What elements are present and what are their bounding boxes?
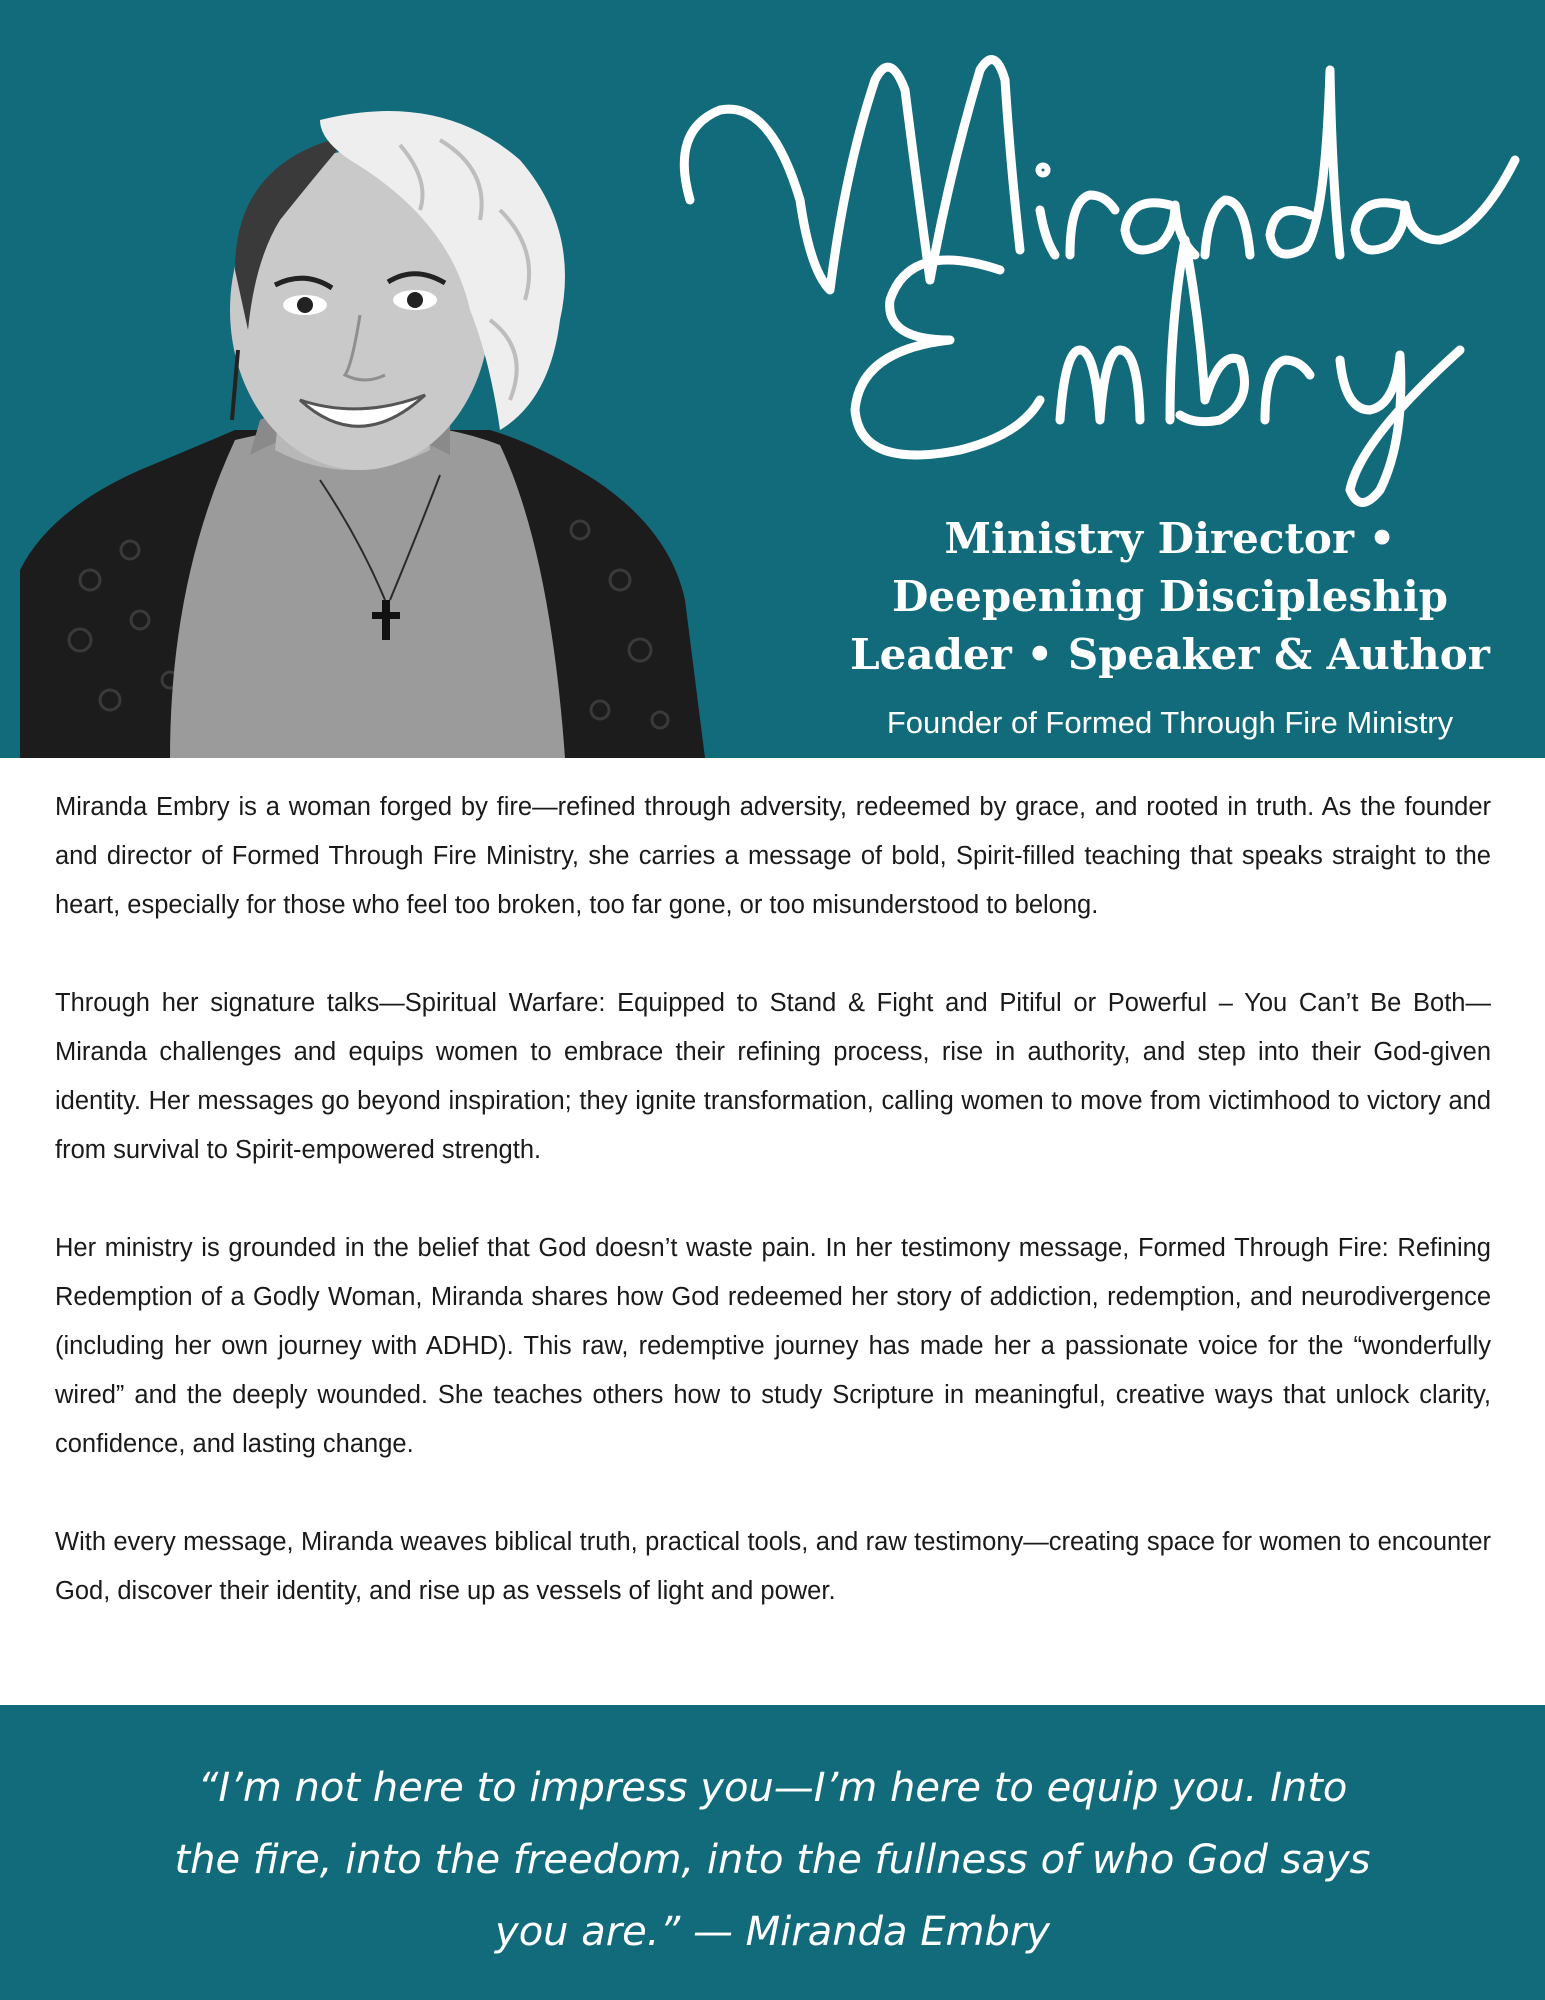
- name-script-title: [660, 20, 1530, 520]
- pull-quote: “I’m not here to impress you—I’m here to equip you. Into the fire, into the freedom, into the fullness of who God says you are.” — Miranda Embry: [174, 1765, 1371, 1955]
- founder-subtitle: Founder of Formed Through Fire Ministry: [886, 705, 1454, 740]
- biography: [55, 783, 1491, 1616]
- portrait-photo: [20, 100, 705, 758]
- roles-heading: Ministry Director • Deepening Discipleship Leader • Speaker & Author: [850, 514, 1490, 679]
- bio-paragraph: Her ministry is grounded in the belief that God doesn’t waste pain. In her testimony message, Formed Through Fire: Refining Redemption of a Godly Woman, Miranda shares how God redeemed her story of addiction, redemption, and neurodivergence (including her own journey with ADHD). This raw, redemptive journey has made her a passionate voice for the “wonderfully wired” and the deeply wounded. She teaches others how to study Scripture in meaningful, creative ways that unlock clarity, confidence, and lasting change.: [55, 1234, 1491, 1458]
- bio-paragraph: With every message, Miranda weaves biblical truth, practical tools, and raw testimony—creating space for women to encounter God, discover their identity, and rise up as vessels of light and power.: [55, 1528, 1491, 1605]
- bio-paragraph: Miranda Embry is a woman forged by fire—refined through adversity, redeemed by grace, and rooted in truth. As the founder and director of Formed Through Fire Ministry, she carries a message of bold, Spirit-filled teaching that speaks straight to the heart, especially for those who feel too broken, too far gone, or too misunderstood to belong.: [55, 793, 1491, 919]
- bio-paragraph: Through her signature talks—Spiritual Warfare: Equipped to Stand & Fight and Pitiful or Powerful – You Can’t Be Both—Miranda challenges and equips women to embrace their refining process, rise in authority, and step into their God-given identity. Her messages go beyond inspiration; they ignite transformation, calling women to move from victimhood to victory and from survival to Spirit-empowered strength.: [55, 989, 1491, 1164]
